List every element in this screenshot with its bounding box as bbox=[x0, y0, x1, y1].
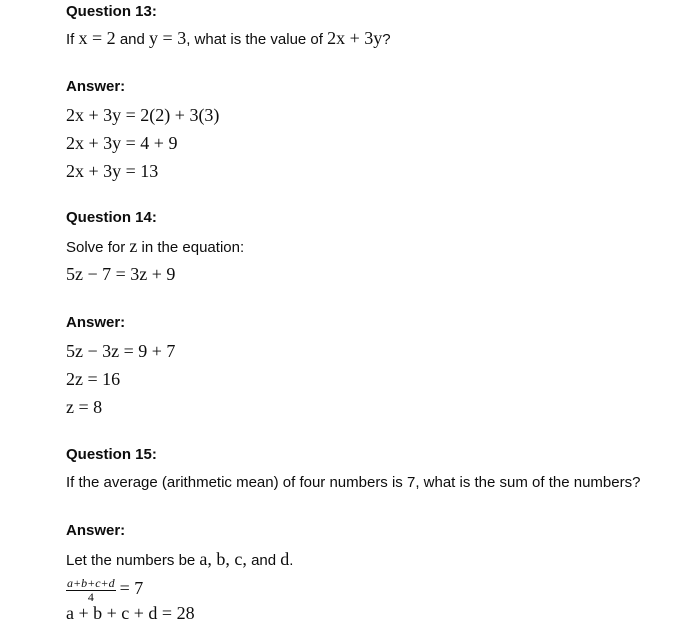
fraction-numerator: a+b+c+d bbox=[67, 576, 115, 590]
content-line bbox=[66, 603, 195, 625]
math-expression: = 7 bbox=[119, 577, 144, 598]
content-line bbox=[66, 236, 244, 258]
content-line bbox=[66, 264, 175, 286]
section-heading: Answer: bbox=[66, 522, 126, 539]
text-segment: ? bbox=[382, 31, 391, 48]
math-expression: d bbox=[280, 549, 290, 569]
text-segment: and bbox=[115, 31, 150, 48]
content-line bbox=[66, 161, 158, 183]
text-segment: If the average (arithmetic mean) of four numbers is 7, what is the sum of the numbers? bbox=[66, 474, 641, 491]
math-expression: 2x + 3y = 2(2) + 3(3) bbox=[66, 105, 220, 125]
text-segment: . bbox=[289, 552, 294, 569]
math-expression: 2x + 3y = 13 bbox=[66, 161, 159, 181]
math-expression: z = 8 bbox=[66, 397, 103, 417]
math-fraction bbox=[66, 577, 116, 603]
math-expression: 5z − 7 = 3z + 9 bbox=[66, 264, 176, 284]
math-expression: y = 3 bbox=[149, 28, 187, 48]
content-line bbox=[66, 341, 175, 363]
content-line bbox=[66, 28, 391, 50]
text-segment: If bbox=[66, 31, 79, 48]
math-expression: 2x + 3y = 4 + 9 bbox=[66, 133, 178, 153]
content-line bbox=[66, 397, 102, 419]
math-expression: x = 2 bbox=[78, 28, 116, 48]
section-heading: Question 14: bbox=[66, 209, 157, 226]
math-expression: 2x + 3y bbox=[327, 28, 383, 48]
text-segment: Let the numbers be bbox=[66, 552, 200, 569]
content-line bbox=[66, 473, 640, 493]
content-line bbox=[66, 549, 293, 571]
math-expression: a + b + c + d = 28 bbox=[66, 603, 195, 623]
math-expression: 2z = 16 bbox=[66, 369, 121, 389]
fraction-denominator: 4 bbox=[87, 590, 94, 604]
text-segment: and bbox=[246, 552, 281, 569]
text-segment: in the equation: bbox=[137, 239, 245, 256]
content-line bbox=[66, 577, 143, 603]
content-line bbox=[66, 369, 120, 391]
text-segment: Solve for bbox=[66, 239, 130, 256]
math-expression: 5z − 3z = 9 + 7 bbox=[66, 341, 176, 361]
section-heading: Answer: bbox=[66, 78, 126, 95]
text-segment: , what is the value of bbox=[186, 31, 328, 48]
content-line bbox=[66, 133, 177, 155]
content-line bbox=[66, 105, 219, 127]
section-heading: Question 13: bbox=[66, 3, 157, 20]
section-heading: Answer: bbox=[66, 314, 126, 331]
section-heading: Question 15: bbox=[66, 446, 157, 463]
math-expression: a, b, c, bbox=[199, 549, 247, 569]
math-expression: z bbox=[129, 236, 138, 256]
